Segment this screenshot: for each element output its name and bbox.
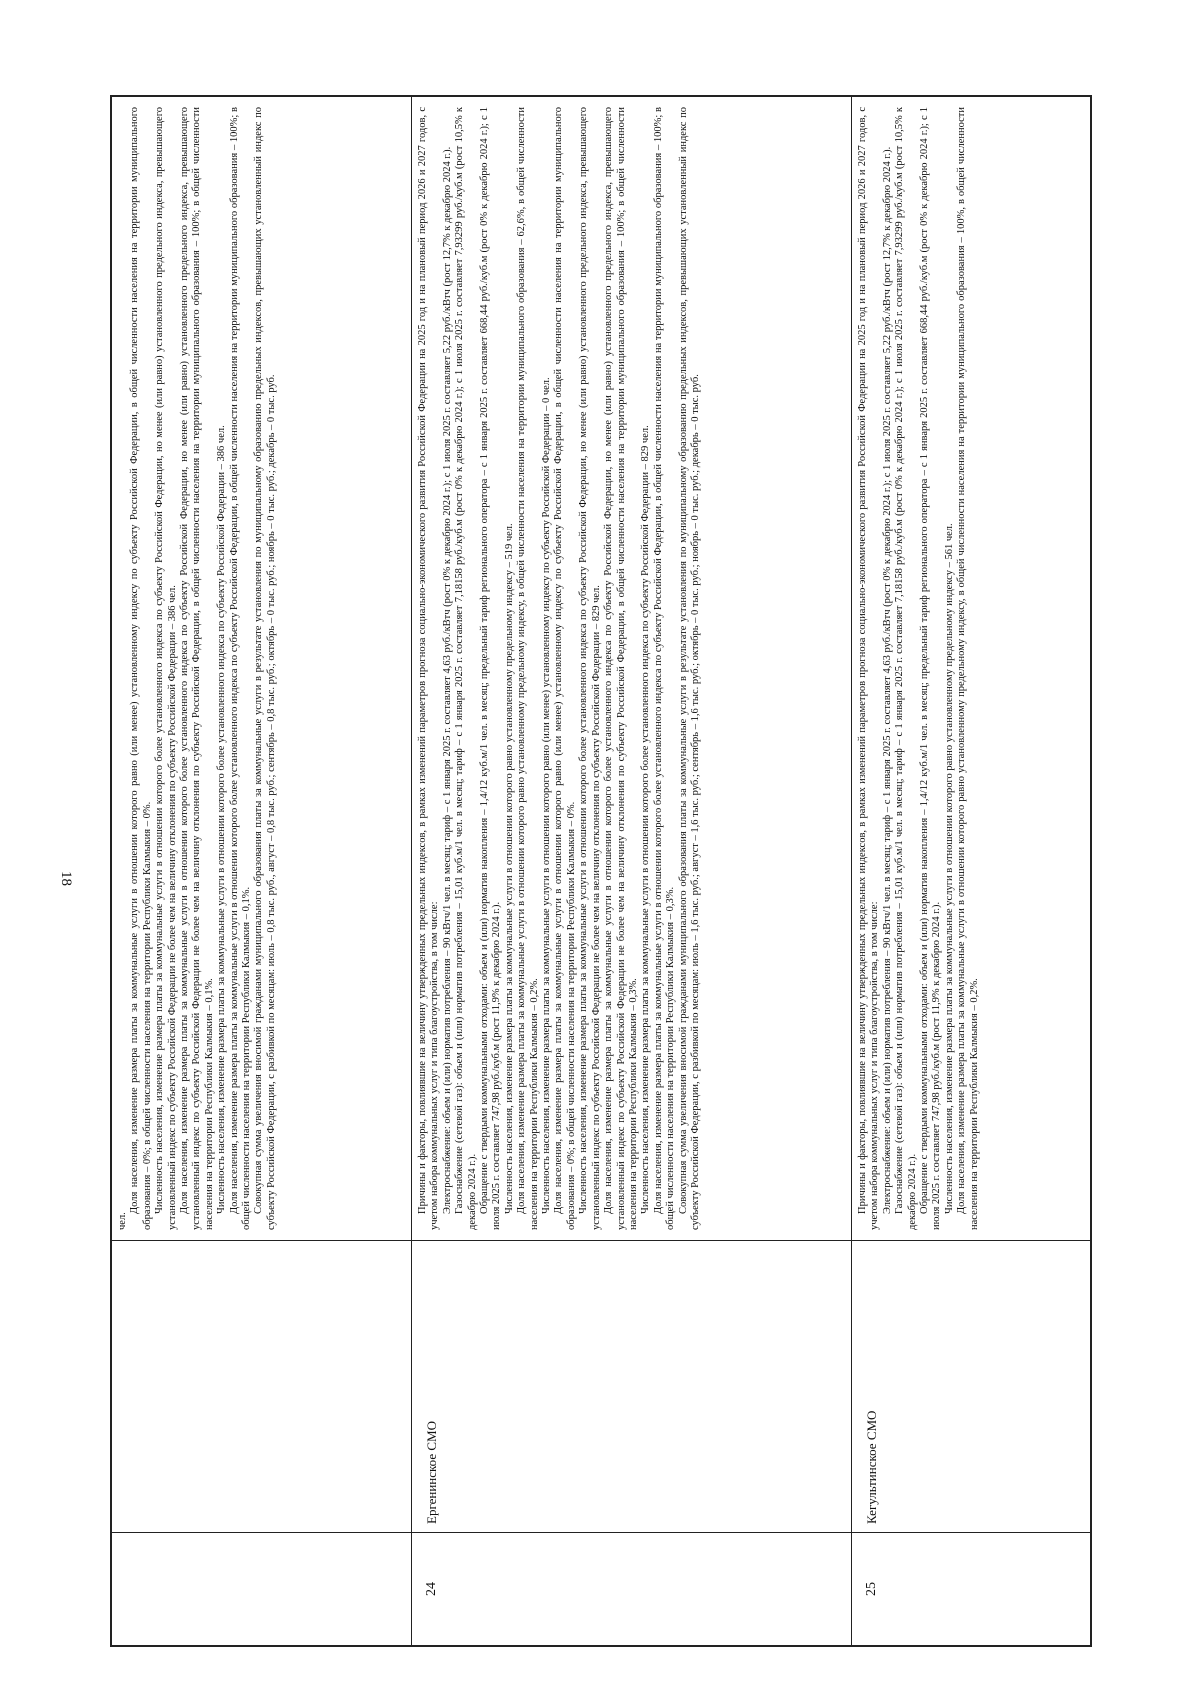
- paragraph: Доля населения, изменение размера платы за коммунальные услуги в отношении которого равно установленному предельному индексу, в общей численности населения на территории муниципального образования – 62,6%, в общей численности населения на территории Республики Калмыкия – 0,2%.: [516, 107, 540, 1230]
- paragraph: Совокупная сумма увеличения вносимой гражданами муниципального образования платы за коммунальные услуги в результате установления по муниципальному образованию предельных индексов, превышающих установленный индекс по субъекту Российской Федерации, с разбивкой по месяцам: июль – 1,6 тыс. руб.; август – 1,6 тыс. руб.; сентябрь – 1,6 тыс. руб.; октябрь – 0 тыс. руб.; ноябрь – 0 тыс. руб.; декабрь – 0 тыс. руб.: [677, 107, 701, 1230]
- paragraph: Доля населения, изменение размера платы за коммунальные услуги в отношении которого равно (или менее) установленному индексу по субъекту Российской Федерации, в общей численности населения на территории муниципального образования – 0%; в общей численности населения на территории Республики Калмыкия – 0%.: [129, 107, 153, 1230]
- municipality-name-cell: Ергенинское СМО: [412, 1241, 852, 1533]
- paragraph: Численность населения, изменение размера платы за коммунальные услуги в отношении которого более установленного индекса по субъекту Российской Федерации – 829 чел.: [640, 425, 652, 1214]
- table-row: [852, 97, 1091, 1646]
- paragraph: Численность населения, изменение размера платы за коммунальные услуги в отношении которого более установленного индекса по субъекту Российской Федерации – 386 чел.: [216, 425, 228, 1214]
- paragraph: Электроснабжение: объем и (или) норматив потребления – 90 кВтч/1 чел. в месяц; тариф – с 1 января 2025 г. составляет 4,63 руб./кВтч (рост 0% к декабрю 2024 г.); с 1 июля 2025 г. составляет 5,22 руб./кВтч (рост 12,7% к декабрю 2024 г.).: [881, 146, 893, 1214]
- municipality-name-cell: Кегультинское СМО: [852, 1241, 1091, 1533]
- row-number-cell: 25: [852, 1533, 1091, 1646]
- table-row: [412, 97, 852, 1646]
- paragraph: Совокупная сумма увеличения вносимой гражданами муниципального образования платы за коммунальные услуги в результате установления по муниципальному образованию предельных индексов, превышающих установленный индекс по субъекту Российской Федерации, с разбивкой по месяцам: июль – 0,8 тыс. руб., август – 0,8 тыс. руб.; сентябрь – 0,8 тыс. руб.; октябрь – 0 тыс. руб.; ноябрь – 0 тыс. руб.; декабрь – 0 тыс. руб.: [253, 107, 277, 1230]
- paragraph: Обращение с твердыми коммунальными отходами: объем и (или) норматив накопления – 1,4/12 куб.м/1 чел. в месяц; предельный тариф регионального оператора – с 1 января 2025 г. составляет 668,44 руб./куб.м (рост 0% к декабрю 2024 г.); с 1 июля 2025 г. составляет 747,98 руб./куб.м (рост 11,9% к декабрю 2024 г.).: [919, 107, 943, 1230]
- municipality-name-cell: [112, 1241, 412, 1533]
- description-cell: [412, 97, 852, 1241]
- description-cell: [112, 97, 412, 1241]
- row-number-cell: 24: [412, 1533, 852, 1646]
- paragraph: Газоснабжение (сетевой газ): объем и (или) норматив потребления – 15,01 куб.м/1 чел. в месяц; тариф – с 1 января 2025 г. составляет 7,18158 руб./куб.м (рост 0% к декабрю 2024 г.); с 1 июля 2025 г. составляет 7,93299 руб./куб.м (рост 10,5% к декабрю 2024 г.).: [454, 107, 478, 1230]
- paragraph: Численность населения, изменение размера платы за коммунальные услуги в отношении которого равно установленному предельному индексу – 519 чел.: [503, 523, 515, 1214]
- paragraph: Электроснабжение: объем и (или) норматив потребления – 90 кВтч/1 чел. в месяц; тариф – с 1 января 2025 г. составляет 4,63 руб./кВтч (рост 0% к декабрю 2024 г.); с 1 июля 2025 г. составляет 5,22 руб./кВтч (рост 12,7% к декабрю 2024 г.).: [441, 146, 453, 1214]
- paragraph: Доля населения, изменение размера платы за коммунальные услуги в отношении которого более установленного индекса по субъекту Российской Федерации, но менее (или равно) установленного предельного индекса, превышающего установленный индекс по субъекту Российской Федерации не более чем на величину отклонения по субъекту Российской Федерации, в общей численности населения на территории муниципального образования – 100%; в общей численности населения на территории Республики Калмыкия – 0,1%.: [179, 107, 215, 1230]
- table-row: [112, 97, 412, 1646]
- paragraph: Доля населения, изменение размера платы за коммунальные услуги в отношении которого равно (или менее) установленному индексу по субъекту Российской Федерации, в общей численности населения на территории муниципального образования – 0%; в общей численности населения на территории Республики Калмыкия – 0%.: [553, 107, 577, 1230]
- paragraph: Газоснабжение (сетевой газ): объем и (или) норматив потребления – 15,01 куб.м/1 чел. в месяц; тариф – с 1 января 2025 г. составляет 7,18158 руб./куб.м (рост 0% к декабрю 2024 г.); с 1 июля 2025 г. составляет 7,93299 руб./куб.м (рост 10,5% к декабрю 2024 г.).: [894, 107, 918, 1230]
- rotated-table-frame: [110, 95, 1092, 1647]
- paragraph: Обращение с твердыми коммунальными отходами: объем и (или) норматив накопления – 1,4/12 куб.м/1 чел. в месяц; предельный тариф регионального оператора – с 1 января 2025 г. составляет 668,44 руб./куб.м (рост 0% к декабрю 2024 г.); с 1 июля 2025 г. составляет 747,98 руб./куб.м (рост 11,9% к декабрю 2024 г.).: [479, 107, 503, 1230]
- paragraph: Причины и факторы, повлиявшие на величину утвержденных предельных индексов, в рамках изменений параметров прогноза социально-экономического развития Российской Федерации на 2025 год и на плановый период 2026 и 2027 годов, с учетом набора коммунальных услуг и типа благоустройства, в том числе:: [417, 107, 441, 1230]
- paragraph: Доля населения, изменение размера платы за коммунальные услуги в отношении которого более установленного индекса по субъекту Российской Федерации, но менее (или равно) установленного предельного индекса, превышающего установленный индекс по субъекту Российской Федерации не более чем на величину отклонения по субъекту Российской Федерации, в общей численности населения на территории муниципального образования – 100%; в общей численности населения на территории Республики Калмыкия – 0,3%.: [603, 107, 639, 1230]
- paragraph: Численность населения, изменение размера платы за коммунальные услуги в отношении которого более установленного индекса по субъекту Российской Федерации, но менее (или равно) установленного предельного индекса, превышающего установленный индекс по субъекту Российской Федерации не более чем на величину отклонения по субъекту Российской Федерации – 829 чел.: [578, 107, 602, 1230]
- paragraph: Причины и факторы, повлиявшие на величину утвержденных предельных индексов, в рамках изменений параметров прогноза социально-экономического развития Российской Федерации на 2025 год и на плановый период 2026 и 2027 годов, с учетом набора коммунальных услуг и типа благоустройства, в том числе:: [857, 107, 881, 1230]
- paragraph: Численность населения, изменение размера платы за коммунальные услуги в отношении которого равно установленному предельному индексу – 561 чел.: [943, 523, 955, 1214]
- paragraph: Численность населения, изменение размера платы за коммунальные услуги в отношении которого более установленного индекса по субъекту Российской Федерации, но менее (или равно) установленного предельного индекса, превышающего установленный индекс по субъекту Российской Федерации не более чем на величину отклонения по субъекту Российской Федерации – 386 чел.: [154, 107, 178, 1230]
- paragraph: Доля населения, изменение размера платы за коммунальные услуги в отношении которого равно установленному предельному индексу, в общей численности населения на территории муниципального образования – 100%, в общей численности населения на территории Республики Калмыкия – 0,2%.: [956, 107, 980, 1230]
- page-number: 18: [58, 871, 74, 886]
- rotated-content: [111, 96, 1091, 1646]
- paragraph: Доля населения, изменение размера платы за коммунальные услуги в отношении которого более установленного индекса по субъекту Российской Федерации, в общей численности населения на территории муниципального образования – 100%; в общей численности населения на территории Республики Калмыкия – 0,1%.: [228, 107, 253, 1230]
- paragraph: Доля населения, изменение размера платы за коммунальные услуги в отношении которого более установленного индекса по субъекту Российской Федерации, в общей численности населения на территории муниципального образования – 100%; в общей численности населения на территории Республики Калмыкия – 0,3%.: [652, 107, 677, 1230]
- municipality-table: [111, 96, 1091, 1646]
- paragraph: чел.: [117, 1212, 128, 1230]
- description-cell: [852, 97, 1091, 1241]
- paragraph: Численность населения, изменение размера платы за коммунальные услуги в отношении которого равно (или менее) установленному индексу по субъекту Российской Федерации – 0 чел.: [541, 377, 553, 1214]
- row-number-cell: [112, 1533, 412, 1646]
